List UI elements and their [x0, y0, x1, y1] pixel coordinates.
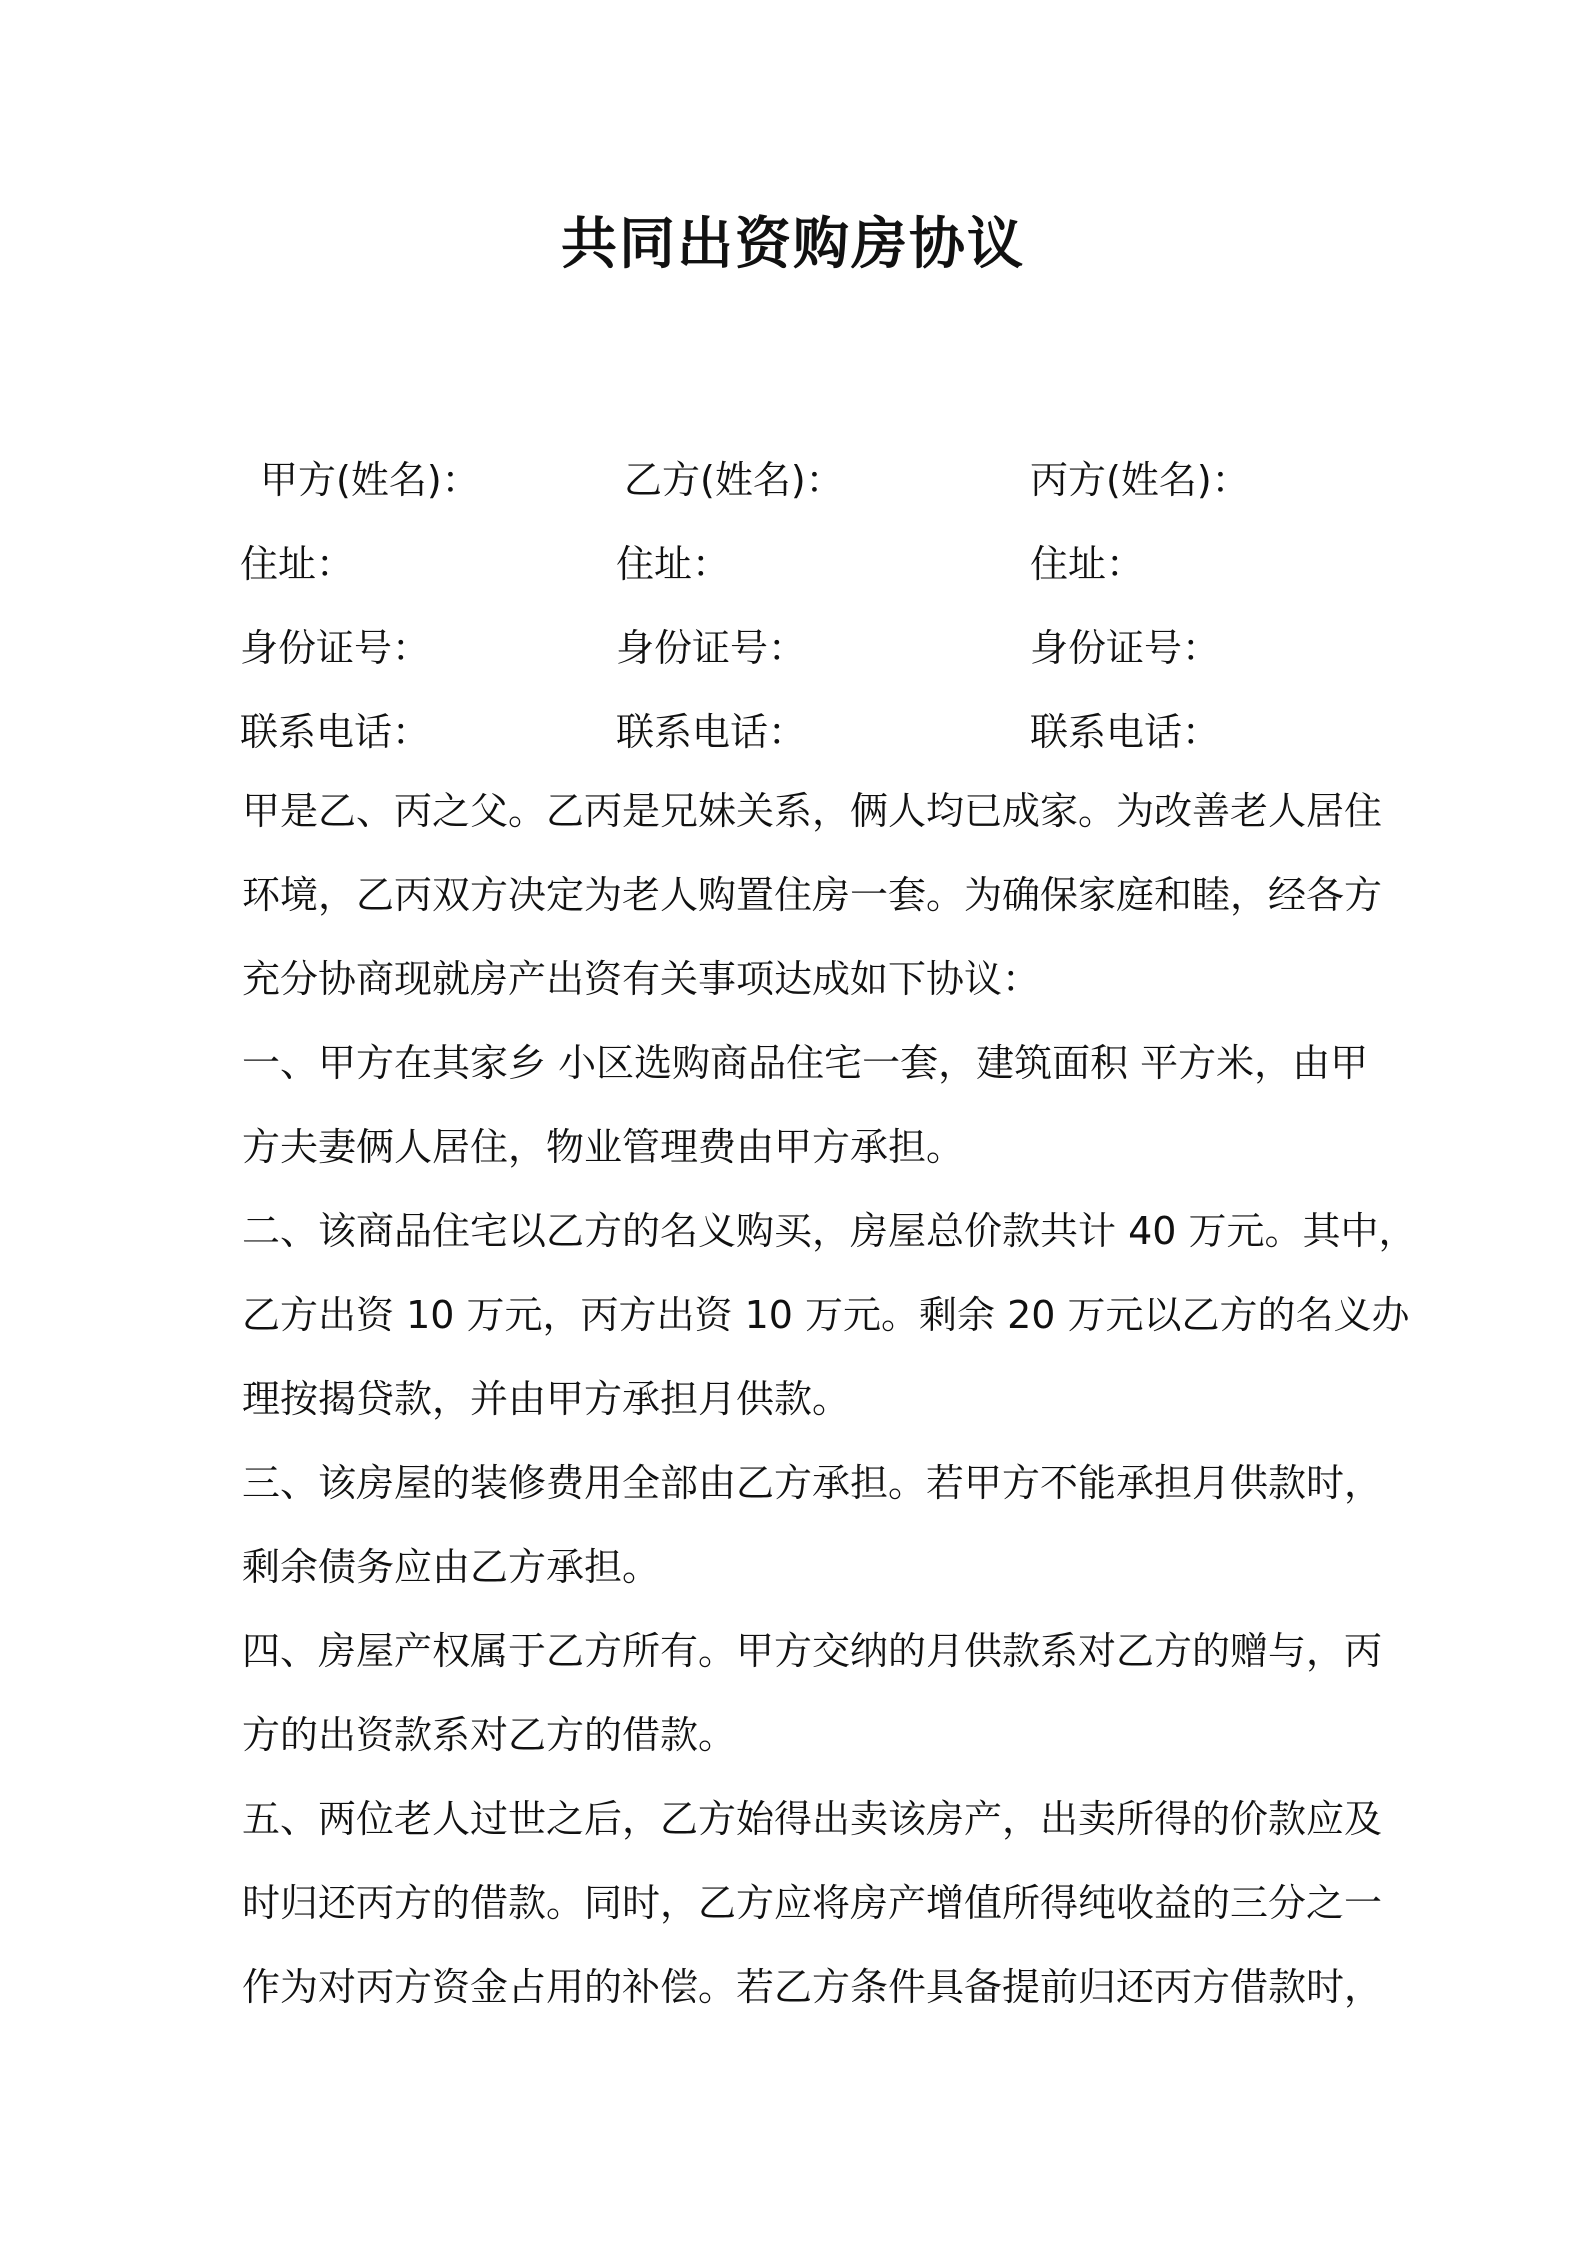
clause-3-line: 三、该房屋的装修费用全部由乙方承担。若甲方不能承担月供款时，	[242, 1461, 1383, 1505]
party-a-name-label: 甲方(姓名)：	[260, 458, 480, 502]
agreement-body	[242, 776, 1417, 2036]
party-name-row	[240, 445, 1360, 529]
party-info-table	[240, 445, 1360, 781]
clause-5-line: 时归还丙方的借款。同时，乙方应将房产增值所得纯收益的三分之一	[242, 1881, 1383, 1925]
body-line: 甲是乙、丙之父。乙丙是兄妹关系，俩人均已成家。为改善老人居住	[242, 789, 1383, 833]
party-a-address-label: 住址：	[240, 542, 355, 586]
party-c-phone-label: 联系电话：	[1030, 710, 1221, 754]
clause-1-line: 一、甲方在其家乡 小区选购商品住宅一套，建筑面积 平方米，由甲	[242, 1041, 1369, 1085]
clause-5-line: 五、两位老人过世之后，乙方始得出卖该房产，出卖所得的价款应及	[242, 1797, 1383, 1841]
clause-2-line: 二、该商品住宅以乙方的名义购买，房屋总价款共计 40 万元。其中，	[242, 1209, 1417, 1253]
clause-4-line: 四、房屋产权属于乙方所有。甲方交纳的月供款系对乙方的赠与，丙	[242, 1629, 1383, 1673]
party-a-phone-label: 联系电话：	[240, 710, 431, 754]
clause-5-line: 作为对丙方资金占用的补偿。若乙方条件具备提前归还丙方借款时，	[242, 1965, 1383, 2009]
party-c-address-label: 住址：	[1030, 542, 1145, 586]
party-b-address-label: 住址：	[616, 542, 731, 586]
clause-3-line: 剩余债务应由乙方承担。	[242, 1545, 661, 1589]
clause-2-line: 理按揭贷款，并由甲方承担月供款。	[242, 1377, 851, 1421]
body-line: 环境，乙丙双方决定为老人购置住房一套。为确保家庭和睦，经各方	[242, 873, 1383, 917]
party-b-name-label: 乙方(姓名)：	[624, 458, 844, 502]
party-c-name-label: 丙方(姓名)：	[1030, 458, 1250, 502]
party-id-row	[240, 613, 1360, 697]
party-c-id-label: 身份证号：	[1030, 626, 1221, 670]
clause-2-line: 乙方出资 10 万元，丙方出资 10 万元。剩余 20 万元以乙方的名义办	[242, 1293, 1410, 1337]
party-b-phone-label: 联系电话：	[616, 710, 807, 754]
party-phone-row	[240, 697, 1360, 781]
clause-4-line: 方的出资款系对乙方的借款。	[242, 1713, 737, 1757]
party-address-row	[240, 529, 1360, 613]
document-title: 共同出资购房协议	[561, 212, 1025, 277]
body-line: 充分协商现就房产出资有关事项达成如下协议：	[242, 957, 1041, 1001]
party-b-id-label: 身份证号：	[616, 626, 807, 670]
party-a-id-label: 身份证号：	[240, 626, 431, 670]
clause-1-line: 方夫妻俩人居住，物业管理费由甲方承担。	[242, 1125, 965, 1169]
